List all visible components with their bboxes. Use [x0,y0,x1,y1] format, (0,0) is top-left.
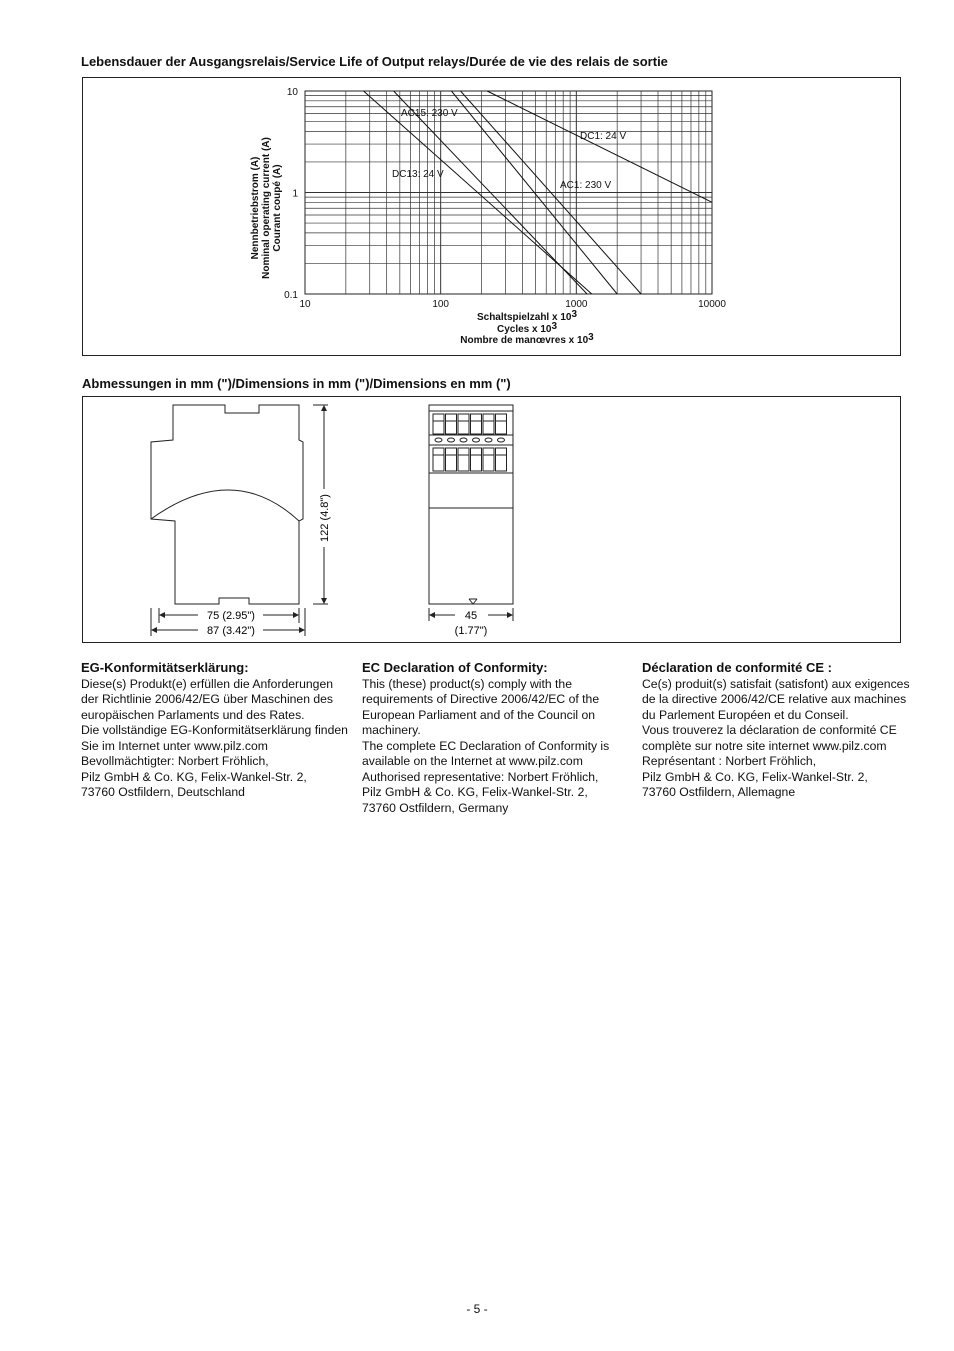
section-title-dimensions: Abmessungen in mm (")/Dimensions in mm (")/Dimensions en mm (") [82,376,511,391]
depth-mm-label: 45 [464,610,478,622]
series-label-3: AC1: 230 V [560,180,612,191]
terminal-screw [498,438,505,442]
declaration-fr-p4: Pilz GmbH & Co. KG, Felix-Wankel-Str. 2, [642,769,868,784]
series-label-0: AC15: 230 V [401,108,458,119]
terminal-bottom [483,448,494,471]
declaration-de-p5: 73760 Ostfildern, Deutschland [81,785,245,799]
declaration-fr-p1: Ce(s) produit(s) satisfait (satisfont) aux exigences de la directive 2006/42/CE relative aux machines du Parlement Européen et du Conseil. [642,676,910,722]
page-number: - 5 - [466,1302,488,1316]
depth-in-label: (1.77") [454,625,488,637]
terminal-screw [460,438,467,442]
terminal-bottom [471,448,482,471]
x-axis-label-1: Cycles x 103 [496,321,558,335]
x-tick-label: 10000 [698,299,726,310]
terminal-top [446,414,457,434]
terminal-top [433,414,444,434]
declaration-en [362,660,632,816]
chart-frame [82,77,901,356]
declaration-de-p4: Pilz GmbH & Co. KG, Felix-Wankel-Str. 2, [81,769,307,784]
y-axis-label-2: Courant coupé (A) [272,164,283,252]
section-title-service-life: Lebensdauer der Ausgangsrelais/Service Life of Output relays/Durée de vie des relais de sortie [81,54,668,69]
x-tick-label: 100 [432,299,450,310]
declaration-fr-title: Déclaration de conformité CE : [642,660,832,675]
series-label-1: DC13: 24 V [392,169,444,180]
declaration-en-p5: 73760 Ostfildern, Germany [362,800,509,815]
declaration-fr-p3: Représentant : Norbert Fröhlich, [642,754,817,768]
x-tick-label: 1000 [565,299,588,310]
terminal-top [483,414,494,434]
declaration-en-p2: The complete EC Declaration of Conformity is available on the Internet at www.pilz.com [362,738,610,768]
dimension-drawing [83,397,900,642]
x-axis-label-0: Schaltspielzahl x 103 [476,309,578,323]
terminal-bottom [433,448,444,471]
terminal-screw [435,438,442,442]
y-tick-label: 0.1 [284,290,298,301]
terminal-screw [485,438,492,442]
declaration-de [81,660,351,801]
declaration-fr-p5: 73760 Ostfildern, Allemagne [642,785,796,799]
x-tick-label: 10 [299,299,311,310]
width-outer-label: 87 (3.42") [207,625,255,637]
y-tick-label: 10 [286,87,298,98]
declaration-de-p2: Die vollständige EG-Konformitätserklärung finden Sie im Internet unter www.pilz.com [81,723,348,753]
declaration-de-p1: Diese(s) Produkt(e) erfüllen die Anforderungen der Richtlinie 2006/42/EG über Maschinen des europäischen Parlaments und des Rates. [81,676,334,722]
terminal-bottom [496,448,507,471]
declaration-de-title: EG-Konformitätserklärung: [81,660,249,675]
height-label: 122 (4.8") [319,494,331,542]
dimensions-frame [82,396,901,643]
terminal-top [496,414,507,434]
terminal-top [458,414,469,434]
y-axis-label-1: Nominal operating current (A) [261,137,272,279]
declaration-de-p3: Bevollmächtigter: Norbert Fröhlich, [81,754,269,768]
terminal-bottom [458,448,469,471]
service-life-chart [83,78,900,355]
declaration-en-p1: This (these) product(s) comply with the requirements of Directive 2006/42/EC of the European Parliament and of the Council on machinery. [362,676,600,737]
terminal-bottom [446,448,457,471]
y-tick-label: 1 [292,188,298,200]
x-axis-label-2: Nombre de manœvres x 103 [460,332,594,346]
terminal-screw [448,438,455,442]
y-axis-label-0: Nennbetriebstrom (A) [250,156,261,260]
declaration-en-p4: Pilz GmbH & Co. KG, Felix-Wankel-Str. 2, [362,785,588,799]
declaration-en-title: EC Declaration of Conformity: [362,660,548,675]
declaration-en-p3: Authorised representative: Norbert Fröhlich, [362,769,599,784]
series-label-2: DC1: 24 V [580,131,627,142]
declaration-fr [642,660,912,801]
terminal-screw [473,438,480,442]
side-view-front-arc [151,490,299,521]
declaration-fr-p2: Vous trouverez la déclaration de conformité CE complète sur notre site internet www.pilz.com [642,723,897,753]
terminal-top [471,414,482,434]
width-inner-label: 75 (2.95") [207,610,255,622]
